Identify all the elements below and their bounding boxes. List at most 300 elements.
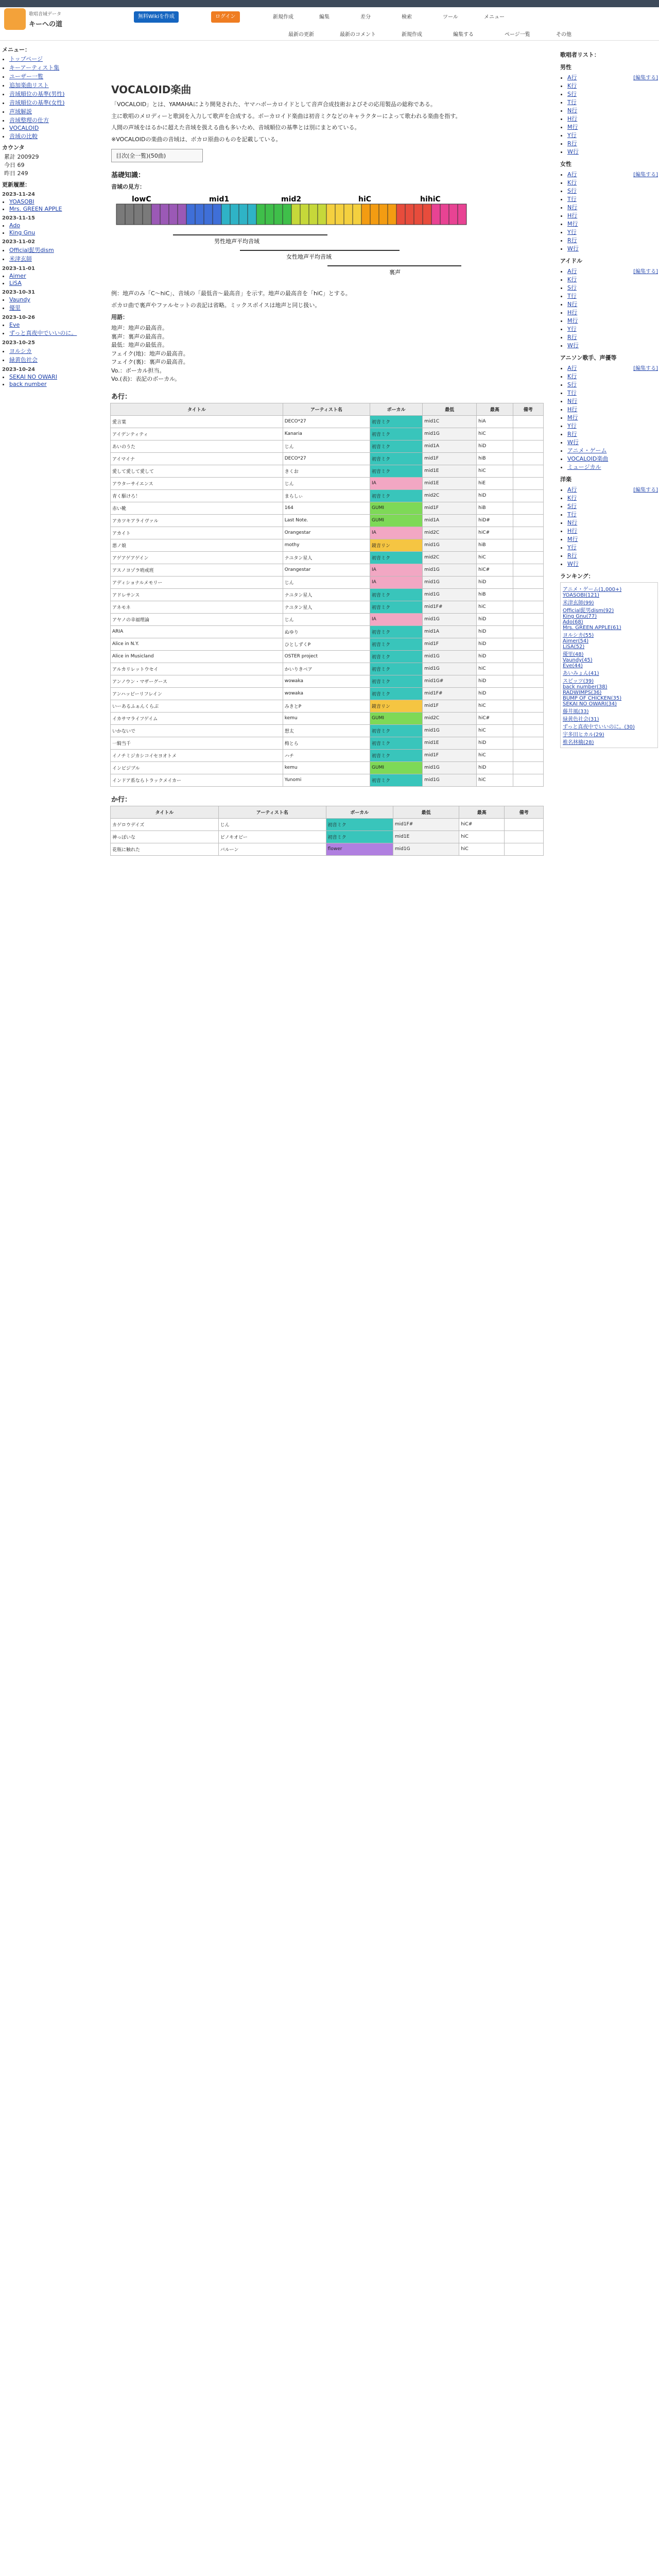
update-items: [0, 347, 98, 364]
rank-link[interactable]: SEKAI NO OWARI(34): [563, 701, 617, 707]
menu-link[interactable]: 音域順位の基準(男性): [9, 91, 65, 97]
singer-link[interactable]: M行: [567, 124, 578, 130]
table-cell[interactable]: アゲアゲアゲイン: [111, 551, 283, 564]
table-cell: DECO*27: [283, 452, 370, 465]
singer-link[interactable]: Y行: [567, 229, 577, 235]
table-cell: mid1E: [393, 831, 459, 843]
table-cell: mid1A: [423, 514, 477, 527]
range-label-mid2: mid2: [281, 195, 302, 204]
edit-link[interactable]: [編集する]: [633, 269, 658, 275]
update-link[interactable]: Aimer: [9, 273, 26, 279]
rank-link[interactable]: ヨルシカ(55): [563, 633, 594, 638]
singer-link[interactable]: H行: [567, 115, 578, 122]
table-cell: hiC: [459, 831, 505, 843]
table-cell[interactable]: Alice in Musicland: [111, 650, 283, 663]
col-header: 最低: [393, 806, 459, 818]
table-cell[interactable]: アカイト: [111, 527, 283, 539]
menu-link[interactable]: 音域整理の仕方: [9, 117, 49, 124]
intro-1: 「VOCALOID」とは、YAMAHAにより開発された、ヤマハボーカロイドとして音声合成技術およびその応用製品の総称である。: [111, 101, 436, 108]
singer-link[interactable]: K行: [567, 276, 577, 283]
nav-menu[interactable]: メニュー: [484, 14, 505, 20]
table-cell[interactable]: あいのうた: [111, 440, 283, 452]
singer-item: [567, 211, 658, 219]
table-cell: hiC#: [477, 712, 513, 724]
singer-link[interactable]: T行: [567, 511, 577, 518]
update-link[interactable]: 米津玄師: [9, 256, 32, 262]
singer-link[interactable]: R行: [567, 431, 577, 437]
table-cell[interactable]: アウターサイエンス: [111, 477, 283, 489]
table-cell: mid1G: [423, 774, 477, 786]
singer-link[interactable]: W行: [567, 342, 579, 349]
table-row: [111, 489, 544, 502]
update-item: [9, 329, 98, 337]
update-date: 2023-10-25: [2, 340, 35, 346]
table-cell[interactable]: Alice in N.Y.: [111, 638, 283, 650]
singer-link[interactable]: S行: [567, 188, 577, 194]
singer-link[interactable]: S行: [567, 381, 577, 388]
table-cell: wowaka: [283, 675, 370, 687]
singer-link[interactable]: K行: [567, 82, 577, 89]
table-cell: 初音ミク: [370, 428, 423, 440]
singer-item: [567, 244, 658, 252]
update-item: [9, 246, 98, 254]
rank-link[interactable]: ずっと真夜中でいいのに。(30): [563, 724, 635, 730]
usage-list: [111, 324, 543, 384]
table-cell: 初音ミク: [370, 724, 423, 737]
update-link[interactable]: Vaundy: [9, 296, 30, 303]
rank-link[interactable]: back number(38): [563, 684, 608, 690]
singer-link[interactable]: A行: [567, 74, 577, 81]
singer-list: [560, 485, 658, 568]
singer-link[interactable]: S行: [567, 284, 577, 291]
singer-item: [567, 543, 658, 551]
update-link[interactable]: ずっと真夜中でいいのに。: [9, 330, 77, 336]
table-cell: ぬゆり: [283, 625, 370, 638]
menu-item: [9, 72, 98, 80]
nav-diff[interactable]: 差分: [360, 14, 371, 20]
singer-link[interactable]: T行: [567, 196, 577, 202]
table-cell: [513, 564, 543, 576]
table-row: [111, 625, 544, 638]
singer-link[interactable]: R行: [567, 552, 577, 559]
menu-link[interactable]: VOCALOID: [9, 125, 39, 131]
singer-link[interactable]: T行: [567, 293, 577, 299]
rank-link[interactable]: 椎名林檎(28): [563, 740, 594, 745]
table-cell[interactable]: アイデンティティ: [111, 428, 283, 440]
toc-toggle[interactable]: 目次(全一覧)(50曲): [111, 149, 203, 162]
rank-link[interactable]: 優里(48): [563, 652, 584, 657]
singer-item: [567, 123, 658, 131]
singer-link[interactable]: T行: [567, 99, 577, 106]
edit-link[interactable]: [編集する]: [633, 487, 658, 493]
col-header: 最低: [423, 403, 477, 415]
singer-link[interactable]: VOCALOID楽曲: [567, 455, 609, 462]
update-item: [9, 229, 98, 236]
link-edit-page[interactable]: 編集する: [453, 32, 474, 38]
key-segment: [230, 204, 239, 225]
update-link[interactable]: SEKAI NO OWARI: [9, 374, 57, 380]
singer-link[interactable]: Y行: [567, 326, 577, 332]
singer-link[interactable]: W行: [567, 439, 579, 446]
singer-link[interactable]: Y行: [567, 132, 577, 139]
table-cell: 初音ミク: [370, 465, 423, 477]
table-cell: [513, 675, 543, 687]
table-cell: hiD: [477, 638, 513, 650]
table-cell: じん: [283, 576, 370, 588]
edit-link[interactable]: [編集する]: [633, 172, 658, 178]
table-cell: hiC: [459, 843, 505, 855]
table-cell: hiC: [477, 465, 513, 477]
table-cell[interactable]: アルカリレットウセイ: [111, 663, 283, 675]
menu-link[interactable]: キーアーティスト集: [9, 64, 60, 71]
table-row: [111, 700, 544, 712]
table-cell: mid1F#: [393, 818, 459, 831]
menu-link[interactable]: 音域順位の基準(女性): [9, 99, 65, 106]
table-cell: じん: [218, 818, 326, 831]
update-link[interactable]: King Gnu: [9, 229, 36, 236]
key-segment: [326, 204, 335, 225]
singer-link[interactable]: N行: [567, 204, 578, 211]
singer-item: [567, 405, 658, 413]
rank-link[interactable]: 緑黄色社会(31): [563, 717, 599, 722]
singer-link[interactable]: H行: [567, 406, 578, 413]
table-cell[interactable]: いーあるふぁんくらぶ: [111, 700, 283, 712]
update-link[interactable]: Mrs. GREEN APPLE: [9, 206, 62, 212]
table-cell: 梅とら: [283, 737, 370, 749]
singer-link[interactable]: N行: [567, 398, 578, 404]
table-cell: mid1F: [423, 638, 477, 650]
key-segment: [388, 204, 396, 225]
edit-link[interactable]: [編集する]: [633, 75, 658, 81]
update-link[interactable]: 緑黄色社会: [9, 357, 38, 363]
key-segment: [361, 204, 370, 225]
table-cell[interactable]: アディショナルメモリー: [111, 576, 283, 588]
table-cell: mid1F: [423, 452, 477, 465]
rank-link[interactable]: 米津玄師(99): [563, 600, 594, 606]
table-cell[interactable]: アネモネ: [111, 601, 283, 613]
singer-link[interactable]: M行: [567, 317, 578, 324]
table-cell[interactable]: アンハッピーリフレイン: [111, 687, 283, 700]
rank-link[interactable]: アニメ・ゲーム(1,000+): [563, 587, 622, 592]
table-cell: hiE: [477, 477, 513, 489]
table-cell: hiD: [477, 687, 513, 700]
table-cell: hiC: [477, 700, 513, 712]
singer-link[interactable]: K行: [567, 373, 577, 380]
col-header: ボーカル: [370, 403, 423, 415]
singer-link[interactable]: M行: [567, 221, 578, 227]
table-cell: hiB: [477, 502, 513, 514]
table-row: [111, 539, 544, 551]
nav-new[interactable]: 新規作成: [273, 14, 293, 20]
table-cell[interactable]: アカツキアライヴァル: [111, 514, 283, 527]
table-cell: 想太: [283, 724, 370, 737]
range-svg: [111, 194, 472, 286]
table-row: [111, 843, 544, 855]
singer-item: [567, 341, 658, 349]
key-segment: [291, 204, 300, 225]
table-cell: ナユタン星人: [283, 551, 370, 564]
create-wiki-button[interactable]: 無料Wikiを作成: [134, 11, 179, 23]
update-date: 2023-10-24: [2, 367, 35, 372]
table-cell: 初音ミク: [370, 551, 423, 564]
update-link[interactable]: LiSA: [9, 280, 22, 286]
table-cell: 初音ミク: [370, 588, 423, 601]
singer-item: [567, 535, 658, 543]
singer-link[interactable]: A行: [567, 171, 577, 178]
singer-link[interactable]: R行: [567, 140, 577, 147]
table-cell: mid2C: [423, 489, 477, 502]
table-row: [111, 818, 544, 831]
update-link[interactable]: YOASOBI: [9, 198, 34, 205]
table-cell: 初音ミク: [370, 452, 423, 465]
singer-link[interactable]: M行: [567, 414, 578, 421]
col-header: タイトル: [111, 806, 219, 818]
table-cell[interactable]: イカサマライフゲイム: [111, 712, 283, 724]
table-cell: GUMI: [370, 502, 423, 514]
table-cell: まらしぃ: [283, 489, 370, 502]
singer-link[interactable]: M行: [567, 536, 578, 543]
singer-item: [567, 300, 658, 308]
menu-link[interactable]: 音域の比較: [9, 133, 38, 140]
site-title[interactable]: キーへの道: [29, 21, 63, 28]
table-cell: みきとP: [283, 700, 370, 712]
table-cell: flower: [326, 843, 393, 855]
rank-link[interactable]: Vaundy(45): [563, 657, 593, 663]
singer-item: [567, 90, 658, 98]
table-row: [111, 724, 544, 737]
singer-item: [567, 494, 658, 502]
singer-link[interactable]: H行: [567, 528, 578, 534]
rank-link[interactable]: Eve(44): [563, 663, 583, 669]
table-cell[interactable]: アスノヨゾラ哨戒班: [111, 564, 283, 576]
table-cell[interactable]: アドレサンス: [111, 588, 283, 601]
table-cell: hiC: [477, 601, 513, 613]
update-link[interactable]: back number: [9, 381, 47, 387]
rank-link[interactable]: RADWIMPS(36): [563, 690, 602, 696]
link-more[interactable]: その他: [556, 32, 571, 38]
key-segment: [256, 204, 265, 225]
singer-link[interactable]: N行: [567, 301, 578, 308]
update-link[interactable]: 優里: [9, 304, 21, 311]
rank-link[interactable]: Mrs. GREEN APPLE(61): [563, 625, 621, 631]
table-cell: hiC#: [459, 818, 505, 831]
singer-link[interactable]: R行: [567, 334, 577, 341]
update-items: [0, 321, 98, 337]
table-cell[interactable]: イノチミジカシコイセヨオトメ: [111, 749, 283, 761]
key-segment: [405, 204, 414, 225]
table-cell[interactable]: 花瓶に触れた: [111, 843, 219, 855]
table-cell: ナユタン星人: [283, 588, 370, 601]
rank-link[interactable]: YOASOBI(121): [563, 592, 600, 598]
table-cell: [513, 489, 543, 502]
rank-link[interactable]: Official髭男dism(92): [563, 608, 614, 614]
table-cell: [513, 502, 543, 514]
table-cell: 初音ミク: [370, 601, 423, 613]
singer-link[interactable]: W行: [567, 561, 579, 567]
link-page-list[interactable]: ページ一覧: [505, 32, 530, 38]
table-cell: mid1F: [423, 749, 477, 761]
table-row: [111, 477, 544, 489]
table-row: [111, 749, 544, 761]
link-latest-comments[interactable]: 最新のコメント: [340, 32, 376, 38]
table-cell: mid1F: [423, 502, 477, 514]
singer-item: [567, 98, 658, 106]
range-heading: 音域の見方：: [111, 183, 145, 190]
key-segment: [414, 204, 423, 225]
singer-group-title: 男性: [560, 64, 571, 71]
singer-groups: [560, 63, 658, 568]
login-button[interactable]: ログイン: [211, 11, 240, 23]
table-cell[interactable]: 神っぽいな: [111, 831, 219, 843]
singer-link[interactable]: T行: [567, 389, 577, 396]
keyboard-strip: [116, 204, 466, 225]
table-cell: [513, 539, 543, 551]
table-cell[interactable]: 赤い靴: [111, 502, 283, 514]
table-cell: mid1G: [423, 588, 477, 601]
intro-2: 主に歌唱のメロディーと歌詞を入力して歌声を合成する。ボーカロイド楽曲は初音ミクなどのキャラクターによって歌われる楽曲を指す。: [111, 112, 461, 120]
table-cell: 初音ミク: [370, 489, 423, 502]
range-label-hihi: hihiC: [420, 195, 441, 204]
key-segment: [440, 204, 449, 225]
singer-link[interactable]: アニメ・ゲーム: [567, 447, 607, 454]
singer-link[interactable]: W行: [567, 148, 579, 155]
table-cell: IA: [370, 564, 423, 576]
update-item: [9, 222, 98, 229]
table-cell: mid1G: [423, 761, 477, 774]
rank-link[interactable]: 藤井風(33): [563, 709, 589, 715]
rank-link[interactable]: Ado(68): [563, 619, 583, 625]
singer-item: [567, 139, 658, 147]
link-latest-updates[interactable]: 最新の更新: [288, 32, 314, 38]
singer-link[interactable]: A行: [567, 486, 577, 493]
menu-link[interactable]: 声域解説: [9, 108, 32, 115]
singer-link[interactable]: A行: [567, 365, 577, 371]
update-link[interactable]: Ado: [9, 222, 21, 229]
table-cell: 初音ミク: [326, 831, 393, 843]
singer-link[interactable]: Y行: [567, 422, 577, 429]
singer-link[interactable]: H行: [567, 309, 578, 316]
usage-heading: 用語：: [111, 314, 128, 320]
table-cell[interactable]: 悪ノ娘: [111, 539, 283, 551]
key-segment: [335, 204, 344, 225]
table-row: [111, 675, 544, 687]
table-cell: hiB: [477, 539, 513, 551]
table-cell[interactable]: 愛言葉: [111, 415, 283, 428]
table-cell[interactable]: ARIA: [111, 625, 283, 638]
singer-link[interactable]: S行: [567, 503, 577, 510]
table-cell: 164: [283, 502, 370, 514]
rank-link[interactable]: LiSA(52): [563, 644, 585, 650]
singer-link[interactable]: Y行: [567, 544, 577, 551]
table-cell[interactable]: 青く駆けろ！: [111, 489, 283, 502]
menu-link[interactable]: 追加楽曲リスト: [9, 82, 49, 89]
table-cell: hiD: [477, 440, 513, 452]
singer-link[interactable]: N行: [567, 107, 578, 114]
table-cell: mid1G: [423, 724, 477, 737]
table-cell[interactable]: 愛して愛して愛して: [111, 465, 283, 477]
table-row: [111, 428, 544, 440]
rank-link[interactable]: King Gnu(77): [563, 614, 597, 619]
table-cell[interactable]: 一騎当千: [111, 737, 283, 749]
songs-heading-a: あ行：: [111, 393, 132, 401]
rank-link[interactable]: あいみょん(41): [563, 671, 599, 676]
table-cell: kemu: [283, 712, 370, 724]
update-items: [0, 273, 98, 286]
rank-link[interactable]: Aimer(54): [563, 638, 589, 644]
table-cell: 初音ミク: [370, 774, 423, 786]
singer-link[interactable]: W行: [567, 245, 579, 252]
counter-line: 昨日 249: [4, 170, 28, 177]
table-cell[interactable]: アンノウン・マザーグース: [111, 675, 283, 687]
edit-link[interactable]: [編集する]: [633, 366, 658, 371]
table-cell: hiC: [477, 551, 513, 564]
link-new-page[interactable]: 新規作成: [402, 32, 422, 38]
singer-link[interactable]: K行: [567, 495, 577, 501]
singer-link[interactable]: S行: [567, 91, 577, 97]
singer-link[interactable]: A行: [567, 268, 577, 275]
usage-line: フェイク(地)：地声の最高音。: [111, 350, 189, 357]
singer-link[interactable]: ミュージカル: [567, 464, 601, 470]
table-cell: [513, 687, 543, 700]
table-cell[interactable]: アヤノの幸福理論: [111, 613, 283, 625]
key-segment: [125, 204, 134, 225]
table-cell: GUMI: [370, 514, 423, 527]
singer-link[interactable]: K行: [567, 179, 577, 186]
rank-link[interactable]: BUMP OF CHICKEN(35): [563, 696, 622, 701]
col-header: 備考: [513, 403, 543, 415]
nav-tools[interactable]: ツール: [443, 14, 458, 20]
singer-item: [567, 454, 658, 463]
table-cell[interactable]: インドア系ならトラックメイカー: [111, 774, 283, 786]
rank-link[interactable]: 宇多田ヒカル(29): [563, 732, 604, 738]
table-row: [111, 514, 544, 527]
rank-link[interactable]: スピッツ(39): [563, 679, 594, 684]
update-link[interactable]: Eve: [9, 321, 20, 328]
key-segment: [396, 204, 405, 225]
table-cell: mid2C: [423, 712, 477, 724]
singer-link[interactable]: N行: [567, 519, 578, 526]
singer-item: [567, 178, 658, 187]
range-note-2: ボカロ曲で裏声やファルセットの表記は省略。ミックスボイスは地声と同じ扱い。: [111, 301, 321, 309]
update-link[interactable]: Official髭男dism: [9, 247, 54, 253]
singer-link[interactable]: H行: [567, 212, 578, 219]
table-cell: [513, 440, 543, 452]
table-cell: 初音ミク: [370, 749, 423, 761]
menu-link[interactable]: トップページ: [9, 56, 43, 62]
nav-search[interactable]: 検索: [402, 14, 412, 20]
table-cell: かいりきベア: [283, 663, 370, 675]
singer-list: [560, 73, 658, 156]
table-cell[interactable]: アイマイナ: [111, 452, 283, 465]
nav-edit[interactable]: 編集: [319, 14, 330, 20]
table-cell: hiB: [477, 588, 513, 601]
table-cell[interactable]: カゲロウデイズ: [111, 818, 219, 831]
table-cell[interactable]: いかないで: [111, 724, 283, 737]
table-cell[interactable]: インビジブル: [111, 761, 283, 774]
table-cell: Kanaria: [283, 428, 370, 440]
table-row: [111, 687, 544, 700]
singer-item: [567, 463, 658, 471]
table-cell: じん: [283, 477, 370, 489]
site-logo[interactable]: [4, 8, 26, 30]
singer-link[interactable]: R行: [567, 237, 577, 244]
table-cell: 初音ミク: [370, 737, 423, 749]
table-cell: hiA: [477, 415, 513, 428]
table-row: [111, 638, 544, 650]
update-link[interactable]: ヨルシカ: [9, 348, 32, 354]
menu-link[interactable]: ユーザー一覧: [9, 73, 43, 80]
singer-item: [567, 527, 658, 535]
